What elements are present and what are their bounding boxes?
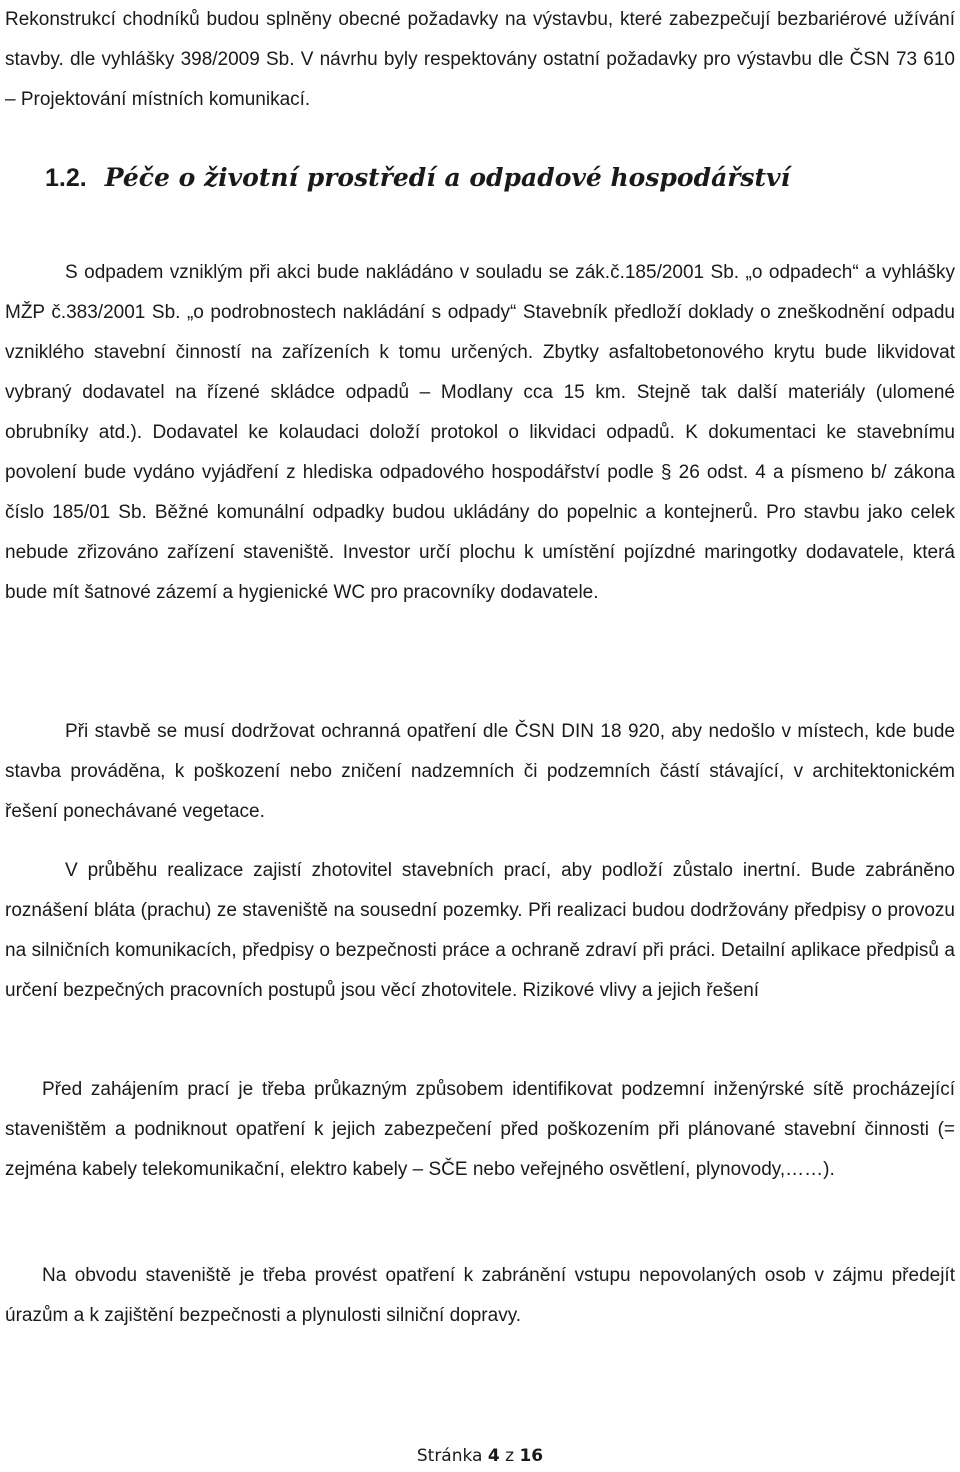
section-title: Péče o životní prostředí a odpadové hospodářství <box>104 163 791 192</box>
paragraph-vegetation: Při stavbě se musí dodržovat ochranná opatření dle ČSN DIN 18 920, aby nedošlo v místech, kde bude stavba prováděna, k poškození nebo zničení nadzemních či podzemních částí stávající, v architektonickém řešení ponechávané vegetace. <box>5 721 955 822</box>
paragraph-implementation: V průběhu realizace zajistí zhotovitel stavebních prací, aby podloží zůstalo inertní. Bude zabráněno roznášení bláta (prachu) ze staveniště na sousední pozemky. Při realizaci budou dodržovány předpisy o provozu na silničních komunikacích, předpisy o bezpečnosti práce a ochraně zdraví při práci. Detailní aplikace předpisů a určení bezpečných pracovních postupů jsou věcí zhotovitele. Rizikové vlivy a jejich řešení <box>5 860 955 1001</box>
section-heading <box>45 163 790 193</box>
paragraph-accessibility: Rekonstrukcí chodníků budou splněny obecné požadavky na výstavbu, které zabezpečují bezbariérové užívání stavby. dle vyhlášky 398/2009 Sb. V návrhu byly respektovány ostatní požadavky pro výstavbu dle ČSN 73 610 – Projektování místních komunikací. <box>5 9 955 110</box>
paragraph-site-safety: Na obvodu staveniště je třeba provést opatření k zabránění vstupu nepovolaných osob v zájmu předejít úrazům a k zajištění bezpečnosti a plynulosti silniční dopravy. <box>5 1265 955 1326</box>
footer-page-total: 16 <box>519 1446 544 1466</box>
paragraph-waste: S odpadem vzniklým při akci bude nakládáno v souladu se zák.č.185/2001 Sb. „o odpadech“ a vyhlášky MŽP č.383/2001 Sb. „o podrobnostech nakládání s odpady“ Stavebník předloží doklady o zneškodnění odpadu vzniklého stavební činností na zařízeních k tomu určených. Zbytky asfaltobetonového krytu bude likvidovat vybraný dodavatel na řízené skládce odpadů – Modlany cca 15 km. Stejně tak další materiály (ulomené obrubníky atd.). Dodavatel ke kolaudaci doloží protokol o likvidaci odpadů. K dokumentaci ke stavebnímu povolení bude vydáno vyjádření z hlediska odpadového hospodářství podle § 26 odst. 4 a písmeno b/ zákona číslo 185/01 Sb. Běžné komunální odpadky budou ukládány do popelnic a kontejnerů. Pro stavbu jako celek nebude zřizováno zařízení staveniště. Investor určí plochu k umístění pojízdné maringotky dodavatele, která bude mít šatnové zázemí a hygienické WC pro pracovníky dodavatele. <box>5 262 955 603</box>
section-number: 1.2. <box>45 164 87 192</box>
paragraph-utilities: Před zahájením prací je třeba průkazným způsobem identifikovat podzemní inženýrské sítě procházející staveništěm a podniknout opatření k jejich zabezpečení před poškozením při plánované stavební činnosti (= zejména kabely telekomunikační, elektro kabely – SČE nebo veřejného osvětlení, plynovody,……). <box>5 1079 955 1180</box>
page-footer <box>0 1446 960 1466</box>
footer-page-number: 4 <box>487 1446 500 1466</box>
footer-prefix: Stránka <box>416 1446 483 1466</box>
footer-separator: z <box>505 1446 515 1466</box>
